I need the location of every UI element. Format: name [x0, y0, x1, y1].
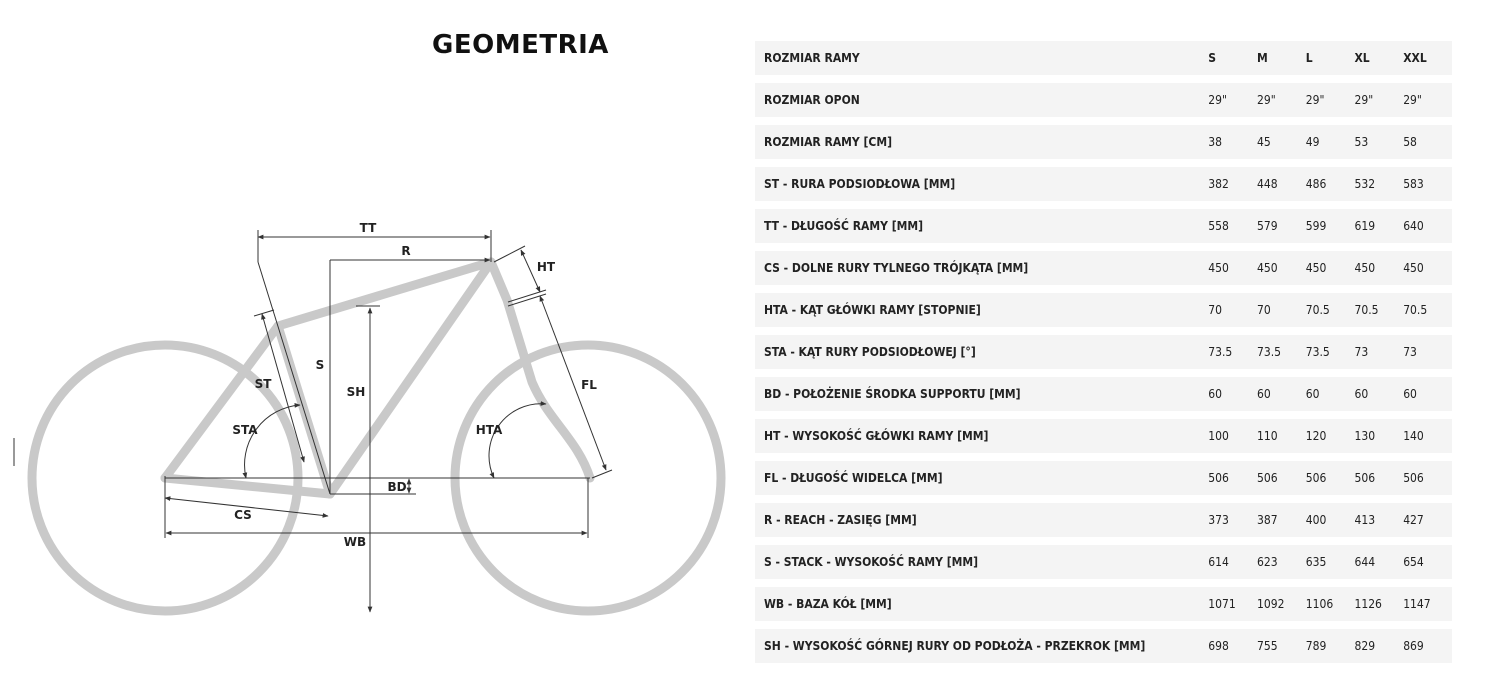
- table-header-row: [755, 41, 1452, 75]
- table-row: [755, 503, 1452, 537]
- label-sh: SH: [346, 385, 366, 399]
- table-cell: 644: [1354, 545, 1403, 579]
- label-tt: TT: [359, 221, 377, 235]
- table-row: [755, 545, 1452, 579]
- row-label: S - STACK - WYSOKOŚĆ RAMY [MM]: [755, 545, 1208, 579]
- table-cell: 583: [1403, 167, 1452, 201]
- row-label: ROZMIAR OPON: [755, 83, 1208, 117]
- table-cell: 450: [1257, 251, 1306, 285]
- table-cell: 100: [1208, 419, 1257, 453]
- table-cell: 1071: [1208, 587, 1257, 621]
- table-cell: 450: [1354, 251, 1403, 285]
- row-label: HT - WYSOKOŚĆ GŁÓWKI RAMY [MM]: [755, 419, 1208, 453]
- table-cell: 70.5: [1403, 293, 1452, 327]
- table-cell: 60: [1257, 377, 1306, 411]
- label-sta: STA: [232, 423, 258, 437]
- row-label: BD - POŁOŻENIE ŚRODKA SUPPORTU [MM]: [755, 377, 1208, 411]
- table-cell: 413: [1354, 503, 1403, 537]
- table-cell: 60: [1403, 377, 1452, 411]
- table-cell: 506: [1354, 461, 1403, 495]
- table-cell: 38: [1208, 125, 1257, 159]
- table-cell: 486: [1306, 167, 1355, 201]
- table-cell: 579: [1257, 209, 1306, 243]
- label-st: ST: [254, 377, 272, 391]
- row-label: CS - DOLNE RURY TYLNEGO TRÓJKĄTA [MM]: [755, 251, 1208, 285]
- header-cell: L: [1306, 41, 1355, 75]
- table-cell: 58: [1403, 125, 1452, 159]
- table-row: [755, 587, 1452, 621]
- table-cell: 506: [1403, 461, 1452, 495]
- row-label: WB - BAZA KÓŁ [MM]: [755, 587, 1208, 621]
- table-row: [755, 461, 1452, 495]
- row-label: ROZMIAR RAMY [CM]: [755, 125, 1208, 159]
- row-label: STA - KĄT RURY PODSIODŁOWEJ [°]: [755, 335, 1208, 369]
- table-cell: 1147: [1403, 587, 1452, 621]
- table-cell: 53: [1354, 125, 1403, 159]
- table-cell: 1126: [1354, 587, 1403, 621]
- label-wb: WB: [343, 535, 367, 549]
- table-cell: 382: [1208, 167, 1257, 201]
- table-cell: 45: [1257, 125, 1306, 159]
- table-cell: 60: [1208, 377, 1257, 411]
- table-row: [755, 629, 1452, 663]
- table-cell: 373: [1208, 503, 1257, 537]
- label-ht: HT: [536, 260, 556, 274]
- table-row: [755, 419, 1452, 453]
- table-cell: 869: [1403, 629, 1452, 663]
- header-cell: M: [1257, 41, 1306, 75]
- table-cell: 427: [1403, 503, 1452, 537]
- row-label: SH - WYSOKOŚĆ GÓRNEJ RURY OD PODŁOŻA - PRZEKROK [MM]: [755, 629, 1208, 663]
- table-cell: 73.5: [1257, 335, 1306, 369]
- bike-geometry-drawing: [0, 0, 740, 696]
- table-cell: 73.5: [1208, 335, 1257, 369]
- table-cell: 29": [1354, 83, 1403, 117]
- table-cell: 1092: [1257, 587, 1306, 621]
- label-s: S: [315, 358, 325, 372]
- page-title: GEOMETRIA: [432, 30, 609, 60]
- table-cell: 506: [1257, 461, 1306, 495]
- table-cell: 130: [1354, 419, 1403, 453]
- table-cell: 60: [1354, 377, 1403, 411]
- table-cell: 619: [1354, 209, 1403, 243]
- table-cell: 829: [1354, 629, 1403, 663]
- table-row: [755, 83, 1452, 117]
- row-label: ST - RURA PODSIODŁOWA [MM]: [755, 167, 1208, 201]
- table-cell: 506: [1306, 461, 1355, 495]
- table-cell: 73: [1354, 335, 1403, 369]
- table-cell: 73: [1403, 335, 1452, 369]
- table-cell: 70: [1257, 293, 1306, 327]
- table-cell: 755: [1257, 629, 1306, 663]
- table-cell: 532: [1354, 167, 1403, 201]
- header-cell: XXL: [1403, 41, 1452, 75]
- table-cell: 558: [1208, 209, 1257, 243]
- label-bd: BD: [387, 480, 407, 494]
- table-row: [755, 125, 1452, 159]
- table-cell: 698: [1208, 629, 1257, 663]
- table-row: [755, 335, 1452, 369]
- label-hta: HTA: [475, 423, 503, 437]
- table-cell: 110: [1257, 419, 1306, 453]
- table-cell: 120: [1306, 419, 1355, 453]
- table-cell: 623: [1257, 545, 1306, 579]
- table-cell: 599: [1306, 209, 1355, 243]
- table-cell: 1106: [1306, 587, 1355, 621]
- table-cell: 450: [1208, 251, 1257, 285]
- table-cell: 448: [1257, 167, 1306, 201]
- header-cell: XL: [1354, 41, 1403, 75]
- table-cell: 29": [1257, 83, 1306, 117]
- table-cell: 450: [1403, 251, 1452, 285]
- bike-frame: [165, 262, 590, 494]
- table-cell: 70.5: [1306, 293, 1355, 327]
- table-cell: 70.5: [1354, 293, 1403, 327]
- row-label: TT - DŁUGOŚĆ RAMY [MM]: [755, 209, 1208, 243]
- table-row: [755, 293, 1452, 327]
- table-cell: 387: [1257, 503, 1306, 537]
- table-cell: 789: [1306, 629, 1355, 663]
- table-row: [755, 209, 1452, 243]
- table-cell: 614: [1208, 545, 1257, 579]
- geometry-diagram: [0, 0, 740, 696]
- table-cell: 140: [1403, 419, 1452, 453]
- table-row: [755, 167, 1452, 201]
- label-fl: FL: [581, 378, 597, 392]
- header-cell: S: [1208, 41, 1257, 75]
- table-cell: 640: [1403, 209, 1452, 243]
- row-label: HTA - KĄT GŁÓWKI RAMY [STOPNIE]: [755, 293, 1208, 327]
- table-cell: 450: [1306, 251, 1355, 285]
- table-cell: 506: [1208, 461, 1257, 495]
- table-cell: 635: [1306, 545, 1355, 579]
- geometry-table: [755, 33, 1452, 671]
- table-row: [755, 251, 1452, 285]
- table-cell: 70: [1208, 293, 1257, 327]
- label-r: R: [401, 244, 411, 258]
- row-label: R - REACH - ZASIĘG [MM]: [755, 503, 1208, 537]
- header-cell: ROZMIAR RAMY: [755, 41, 1208, 75]
- label-cs: CS: [234, 508, 252, 522]
- table-cell: 654: [1403, 545, 1452, 579]
- table-row: [755, 377, 1452, 411]
- row-label: FL - DŁUGOŚĆ WIDELCA [MM]: [755, 461, 1208, 495]
- table-cell: 29": [1403, 83, 1452, 117]
- table-cell: 29": [1208, 83, 1257, 117]
- table-cell: 60: [1306, 377, 1355, 411]
- dimension-lines: [14, 230, 612, 612]
- table-cell: 49: [1306, 125, 1355, 159]
- table-cell: 400: [1306, 503, 1355, 537]
- table-cell: 73.5: [1306, 335, 1355, 369]
- table-cell: 29": [1306, 83, 1355, 117]
